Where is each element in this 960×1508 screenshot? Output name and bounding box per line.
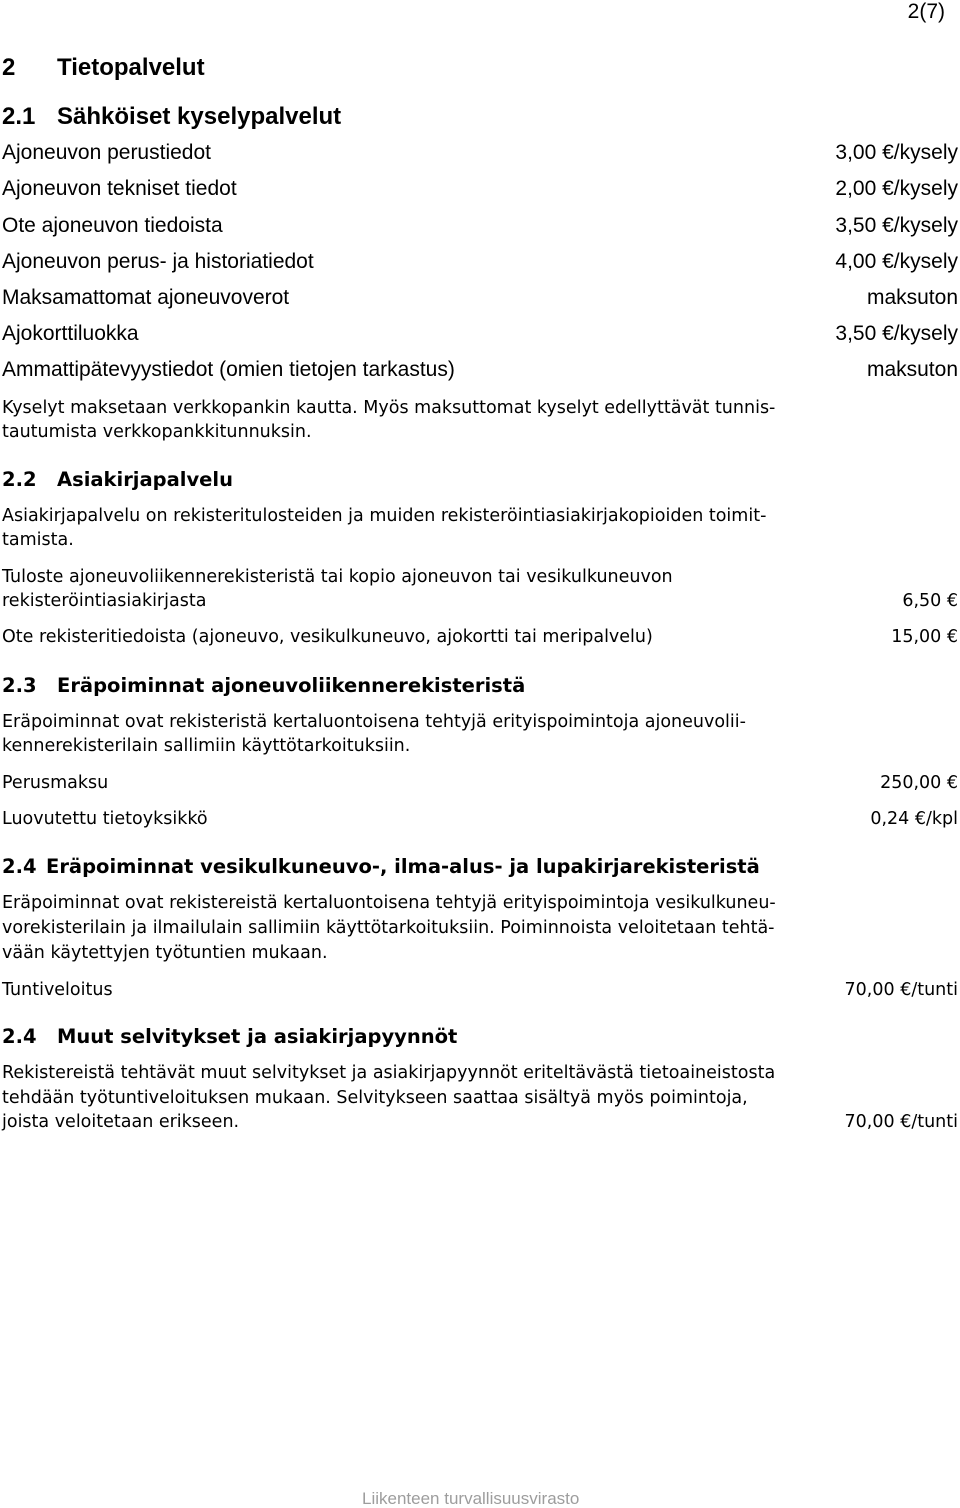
item-label: Perusmaksu: [2, 773, 109, 793]
row-price: maksuton: [866, 358, 958, 381]
subsection-2-3-title: Eräpoiminnat ajoneuvoliikennerekisteristä: [57, 674, 526, 697]
row-label: Ajoneuvon perus- ja historiatiedot: [2, 250, 314, 273]
paragraph-line: kennerekisterilain sallimiin käyttötarkoituksiin.: [2, 736, 411, 756]
row-label: Ajoneuvon tekniset tiedot: [2, 177, 237, 200]
item-label-line: rekisteröintiasiakirjasta: [2, 591, 207, 611]
section-number: 2: [2, 54, 16, 81]
item-price: 250,00 €: [880, 773, 958, 793]
subsection-2-4-title: Eräpoiminnat vesikulkuneuvo-, ilma-alus- ja lupakirjarekisteristä: [46, 855, 760, 878]
item-label-line: Tuloste ajoneuvoliikennerekisteristä tai kopio ajoneuvon tai vesikulkuneuvon: [2, 567, 673, 587]
item-label: Tuntiveloitus: [2, 980, 113, 1000]
row-label: Maksamattomat ajoneuvoverot: [2, 286, 290, 309]
item-label: Luovutettu tietoyksikkö: [2, 809, 208, 829]
paragraph-line: tamista.: [2, 530, 74, 550]
paragraph-line: Rekistereistä tehtävät muut selvitykset ja asiakirjapyynnöt eriteltävästä tietoaineistosta: [2, 1063, 776, 1083]
item-price: 70,00 €/tunti: [844, 980, 958, 1000]
subsection-2-3-number: 2.3: [2, 674, 37, 697]
paragraph-line: Kyselyt maksetaan verkkopankin kautta. Myös maksuttomat kyselyt edellyttävät tunnis-: [2, 398, 776, 418]
paragraph-line: joista veloitetaan erikseen.: [2, 1112, 240, 1132]
subsection-2-4b-number: 2.4: [2, 1025, 37, 1048]
subsection-2-2-number: 2.2: [2, 468, 37, 491]
row-label: Ajokorttiluokka: [2, 322, 139, 345]
subsection-2-1-title: Sähköiset kyselypalvelut: [57, 103, 342, 130]
row-label: Ote ajoneuvon tiedoista: [2, 214, 223, 237]
subsection-2-2-title: Asiakirjapalvelu: [57, 468, 233, 491]
paragraph-line: tehdään työtuntiveloituksen mukaan. Selvitykseen saattaa sisältyä myös poimintoja,: [2, 1088, 748, 1108]
row-price: 2,00 €/kysely: [835, 177, 958, 200]
subsection-2-4b-title: Muut selvitykset ja asiakirjapyynnöt: [57, 1025, 458, 1048]
item-price: 15,00 €: [891, 627, 958, 647]
paragraph-line: vään käytettyjen työtuntien mukaan.: [2, 943, 328, 963]
row-price: 3,00 €/kysely: [835, 141, 958, 164]
subsection-2-1-number: 2.1: [2, 103, 36, 130]
row-label: Ajoneuvon perustiedot: [2, 141, 211, 164]
row-price: 4,00 €/kysely: [835, 250, 958, 273]
subsection-2-4-number: 2.4: [2, 855, 37, 878]
paragraph-line: Asiakirjapalvelu on rekisteritulosteiden ja muiden rekisteröintiasiakirjakopioiden toimit-: [2, 506, 767, 526]
item-price: 70,00 €/tunti: [844, 1112, 958, 1132]
paragraph-line: tautumista verkkopankkitunnuksin.: [2, 422, 312, 442]
row-price: maksuton: [866, 286, 958, 309]
row-label: Ammattipätevyystiedot (omien tietojen tarkastus): [2, 358, 455, 381]
item-price: 0,24 €/kpl: [870, 809, 958, 829]
footer-text: Liikenteen turvallisuusvirasto: [362, 1489, 580, 1508]
item-price: 6,50 €: [902, 591, 958, 611]
row-price: 3,50 €/kysely: [835, 214, 958, 237]
paragraph-line: Eräpoiminnat ovat rekistereistä kertaluontoisena tehtyjä erityispoimintoja vesikulkuneu-: [2, 893, 776, 913]
item-label-line: Ote rekisteritiedoista (ajoneuvo, vesikulkuneuvo, ajokortti tai meripalvelu): [2, 627, 653, 647]
page-number: 2(7): [907, 0, 945, 23]
section-title: Tietopalvelut: [57, 54, 205, 81]
row-price: 3,50 €/kysely: [835, 322, 958, 345]
paragraph-line: Eräpoiminnat ovat rekisteristä kertaluontoisena tehtyjä erityispoimintoja ajoneuvolii-: [2, 712, 746, 732]
paragraph-line: vorekisterilain ja ilmailulain sallimiin käyttötarkoituksiin. Poiminnoista veloitetaan tehtä-: [2, 918, 775, 938]
